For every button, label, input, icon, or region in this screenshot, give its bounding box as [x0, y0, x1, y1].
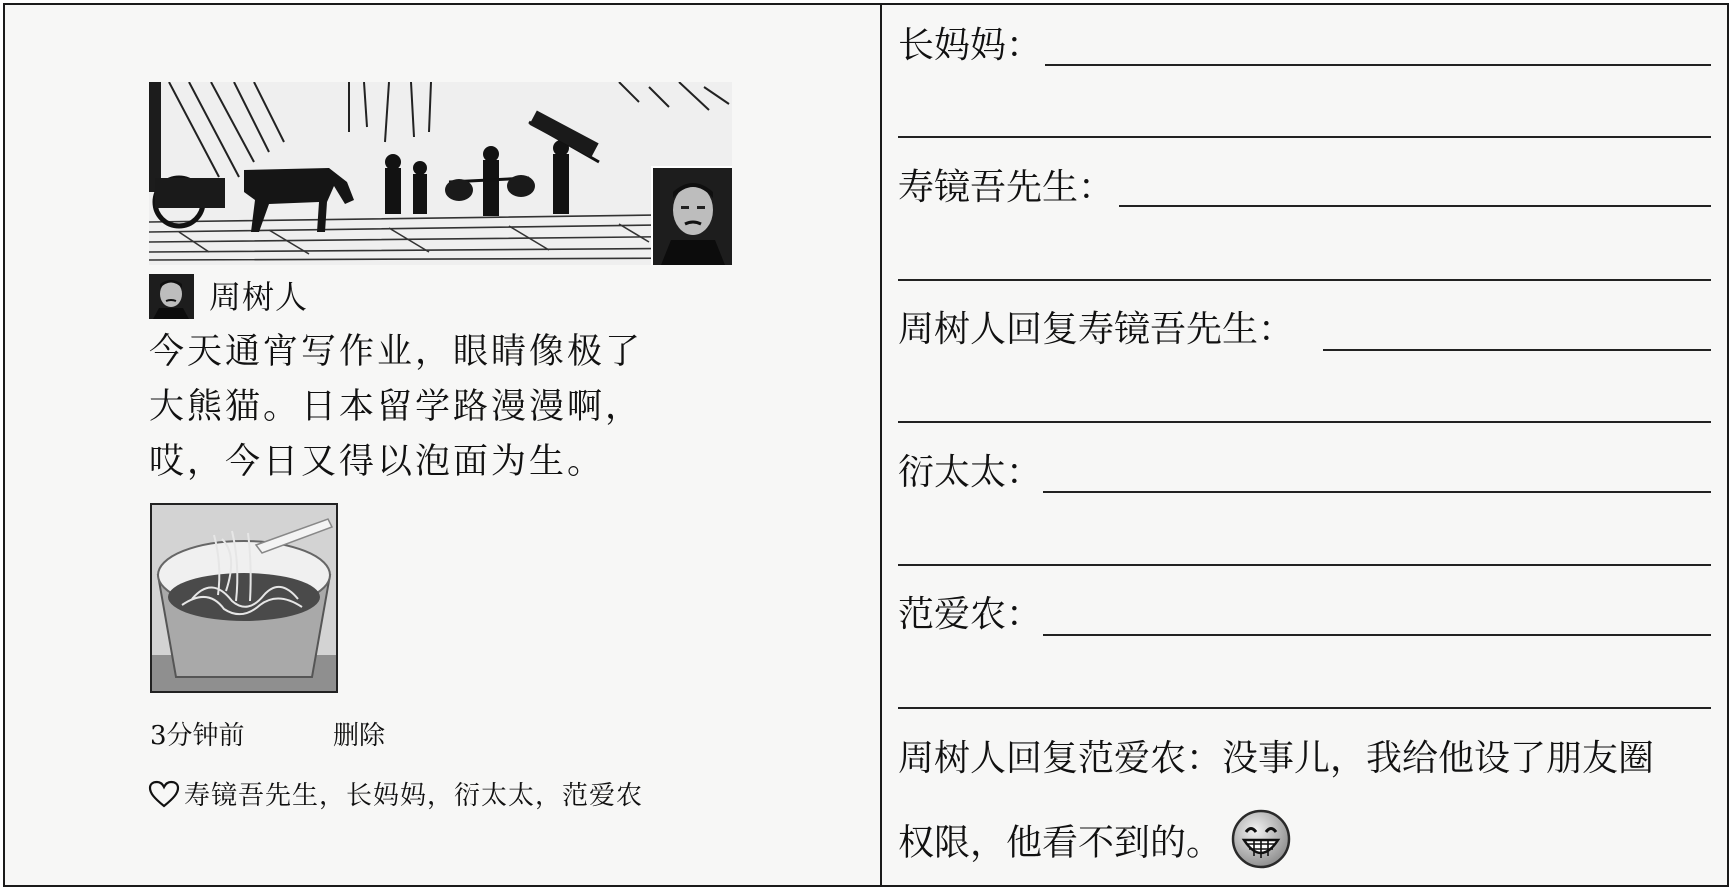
grinning-face-icon: [1230, 808, 1292, 883]
post-text-line: 今天通宵写作业，眼睛像极了: [149, 332, 644, 372]
panel-divider: [880, 3, 882, 887]
post-text-line: 大熊猫。日本留学路漫漫啊，: [149, 387, 644, 427]
comment-label-fan-ainong: 范爱农：: [898, 594, 1043, 635]
reply-text: 权限，他看不到的。: [898, 822, 1223, 864]
reply-fan-ainong-line2: [898, 808, 1292, 883]
comment-label-yan-taitai: 衍太太：: [898, 452, 1043, 493]
answer-line: [898, 136, 1711, 138]
answer-line: [898, 421, 1711, 423]
poster-name[interactable]: 周树人: [209, 278, 309, 316]
likes-row: [148, 776, 643, 816]
answer-line: [1045, 64, 1711, 66]
profile-portrait-image: [651, 166, 732, 265]
answer-line: [1043, 634, 1711, 636]
post-timestamp: 3分钟前: [150, 721, 245, 751]
answer-line: [898, 279, 1711, 281]
answer-line: [1119, 205, 1711, 207]
likes-list: 寿镜吾先生，长妈妈，衍太太，范爱农: [184, 781, 644, 811]
instant-noodle-photo[interactable]: [150, 503, 338, 693]
answer-line: [1043, 491, 1711, 493]
cover-banner-image: [149, 82, 732, 265]
answer-line: [1323, 349, 1711, 351]
answer-line: [898, 707, 1711, 709]
heart-outline-icon[interactable]: [148, 780, 180, 812]
comment-label-shou-jingwu: 寿镜吾先生：: [898, 167, 1115, 208]
reply-fan-ainong-line1: 周树人回复范爱农：没事儿，我给他设了朋友圈: [898, 738, 1655, 779]
answer-line: [898, 564, 1711, 566]
comment-label-reply-shou-jingwu: 周树人回复寿镜吾先生：: [898, 309, 1295, 350]
comment-label-chang-mama: 长妈妈：: [898, 25, 1043, 66]
poster-avatar[interactable]: [149, 274, 194, 319]
delete-post-button[interactable]: 删除: [333, 721, 386, 751]
post-text-line: 哎，今日又得以泡面为生。: [149, 442, 606, 482]
